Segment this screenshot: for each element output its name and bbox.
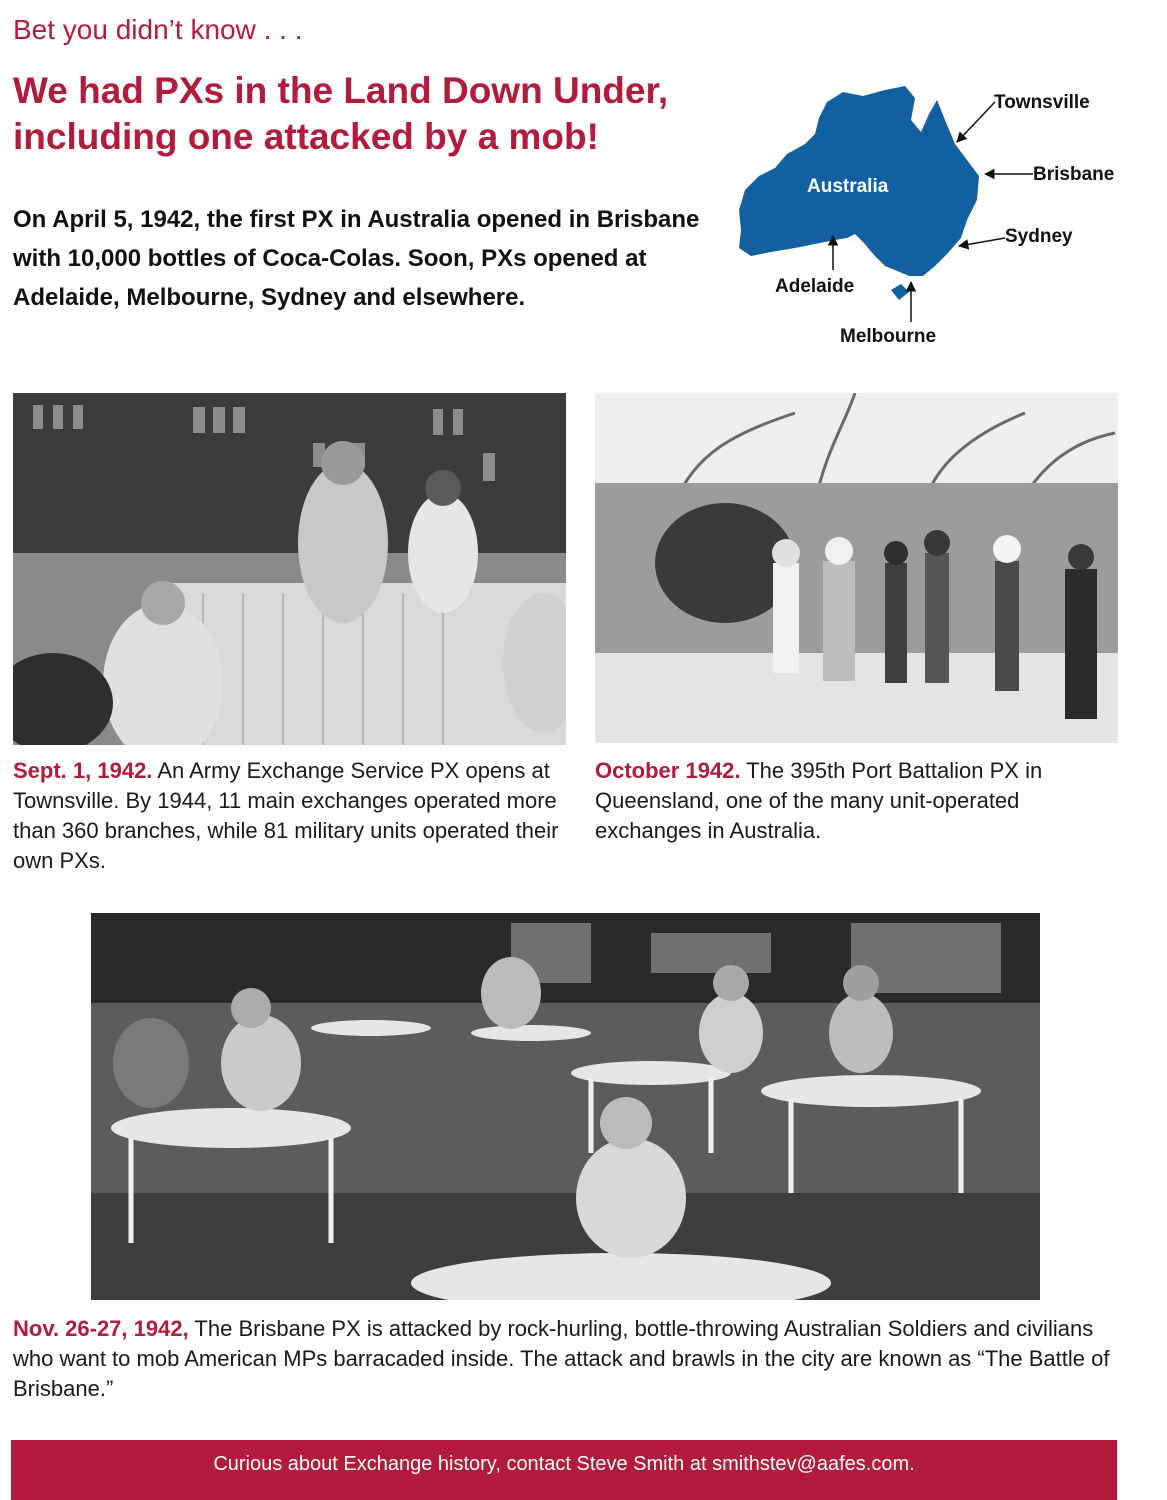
caption-townsville-date: Sept. 1, 1942. <box>13 758 153 783</box>
australia-map-graphic <box>715 80 1145 360</box>
headline-line-1: We had PXs in the Land Down Under, <box>13 70 669 111</box>
caption-queensland-date: October 1942. <box>595 758 741 783</box>
headline <box>13 68 733 160</box>
brisbane-px-photo <box>91 913 1040 1300</box>
sydney-arrow <box>959 238 1005 246</box>
australia-map <box>715 80 1145 360</box>
map-label-townsville: Townsville <box>994 92 1090 113</box>
map-label-sydney: Sydney <box>1005 226 1073 247</box>
caption-brisbane-text: The Brisbane PX is attacked by rock-hurling, bottle-throwing Australian Soldiers and civilians who want to mob American MPs barracaded inside. The attack and brawls in the city are known as “The Battle of Brisbane.” <box>13 1316 1110 1401</box>
contact-footer: Curious about Exchange history, contact Steve Smith at smithstev@aafes.com. <box>11 1440 1117 1500</box>
map-label-brisbane: Brisbane <box>1033 164 1115 185</box>
map-label-australia: Australia <box>807 176 889 197</box>
caption-queensland-text: The 395th Port Battalion PX in Queensland, one of the many unit-operated exchanges in Australia. <box>595 758 1043 843</box>
caption-townsville <box>13 756 573 876</box>
caption-queensland <box>595 756 1095 846</box>
queensland-px-photo <box>595 393 1118 743</box>
townsville-arrow <box>957 102 995 142</box>
map-label-adelaide: Adelaide <box>775 276 855 297</box>
headline-line-2: including one attacked by a mob! <box>13 116 599 157</box>
map-label-melbourne: Melbourne <box>840 326 937 347</box>
caption-townsville-text: An Army Exchange Service PX opens at Townsville. By 1944, 11 main exchanges operated more than 360 branches, while 81 military units operated their own PXs. <box>13 758 559 873</box>
townsville-px-photo <box>13 393 566 745</box>
tasmania-shape <box>891 284 909 300</box>
kicker: Bet you didn’t know . . . <box>13 14 303 45</box>
caption-brisbane <box>13 1314 1133 1404</box>
intro-paragraph: On April 5, 1942, the first PX in Australia opened in Brisbane with 10,000 bottles of Coca-Colas. Soon, PXs opened at Adelaide, Melbourne, Sydney and elsewhere. <box>13 206 700 311</box>
caption-brisbane-date: Nov. 26-27, 1942, <box>13 1316 189 1341</box>
